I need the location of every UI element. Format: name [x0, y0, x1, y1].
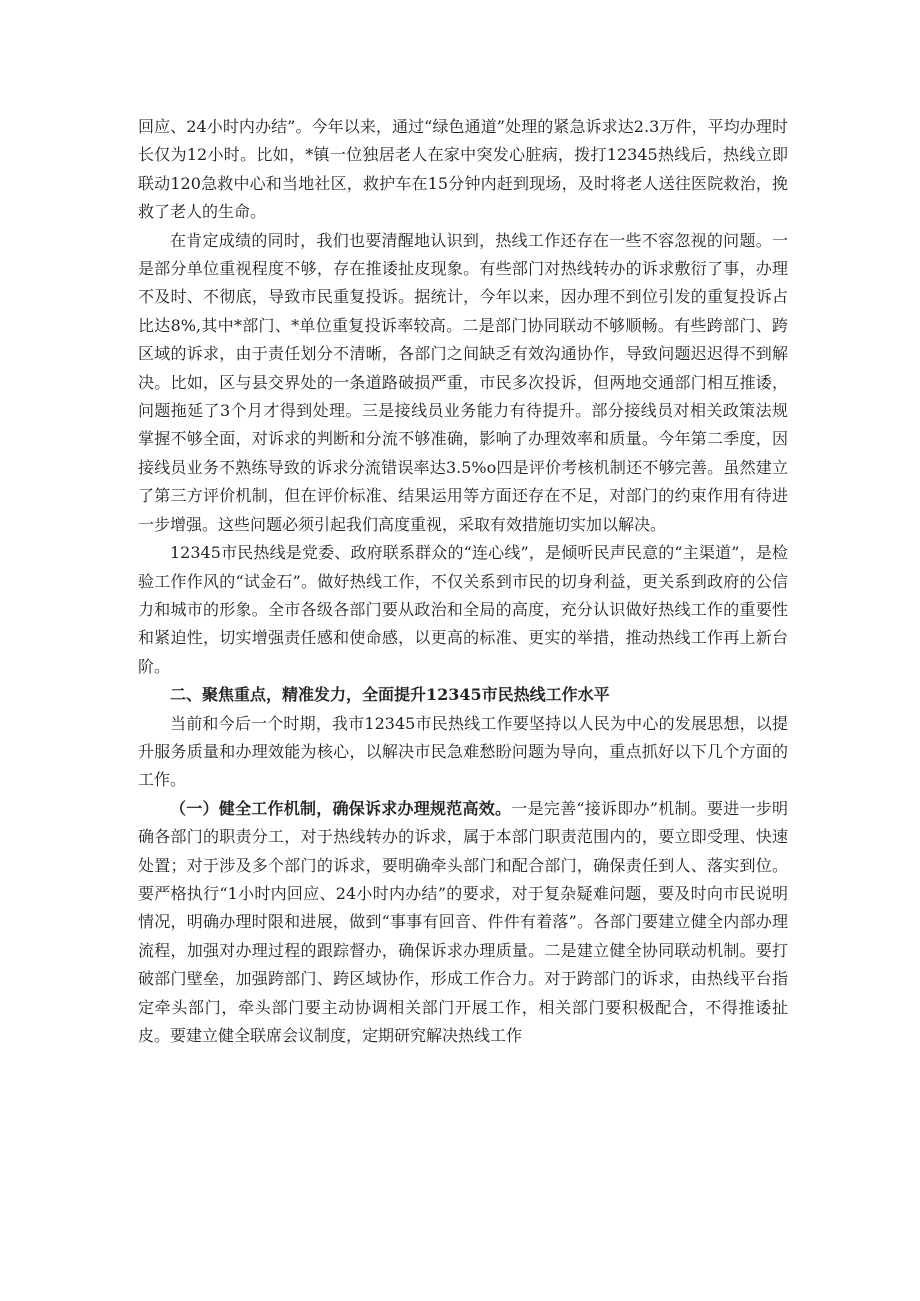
subsection-text: 一是完善“接诉即办”机制。要进一步明确各部门的职责分工，对于热线转办的诉求，属于本部门职责范围内的，要立即受理、快速处置；对于涉及多个部门的诉求，要明确牵头部门和配合部门，确保责任到人、落实到位。要严格执行“1小时内回应、24小时内办结”的要求，对于复杂疑难问题，要及时向市民说明情况，明确办理时限和进展，做到“事事有回音、件件有着落”。各部门要建立健全内部办理流程，加强对办理过程的跟踪督办，确保诉求办理质量。二是建立健全协同联动机制。要打破部门壁垒，加强跨部门、跨区域协作，形成工作合力。对于跨部门的诉求，由热线平台指定牵头部门，牵头部门要主动协调相关部门开展工作，相关部门要积极配合，不得推诿扯皮。要建立健全联席会议制度，定期研究解决热线工作 [138, 798, 788, 1045]
paragraph-overview: 当前和今后一个时期，我市12345市民热线工作要坚持以人民为中心的发展思想，以提升服务质量和办理效能为核心，以解决市民急难愁盼问题为导向，重点抓好以下几个方面的工作。 [138, 713, 788, 790]
paragraph-problems: 在肯定成绩的同时，我们也要清醒地认识到，热线工作还存在一些不容忽视的问题。一是部分单位重视程度不够，存在推诿扯皮现象。有些部门对热线转办的诉求敷衍了事，办理不及时、不彻底，导致市民重复投诉。据统计，今年以来，因办理不到位引发的重复投诉占比达8%,其中*部门、*单位重复投诉率较高。二是部门协同联动不够顺畅。有些跨部门、跨区域的诉求，由于责任划分不清晰，各部门之间缺乏有效沟通协作，导致问题迟迟得不到解决。比如，区与县交界处的一条道路破损严重，市民多次投诉，但两地交通部门相互推诿，问题拖延了3个月才得到处理。三是接线员业务能力有待提升。部分接线员对相关政策法规掌握不够全面，对诉求的判断和分流不够准确，影响了办理效率和质量。今年第二季度，因接线员业务不熟练导致的诉求分流错误率达3.5%o四是评价考核机制还不够完善。虽然建立了第三方评价机制，但在评价标准、结果运用等方面还存在不足，对部门的约束作用有待进一步增强。这些问题必须引起我们高度重视，采取有效措施切实加以解决。 [138, 230, 788, 534]
paragraph-continuation: 回应、24小时内办结”。今年以来，通过“绿色通道”处理的紧急诉求达2.3万件，平均办理时长仅为12小时。比如，*镇一位独居老人在家中突发心脏病，拨打12345热线后，热线立即联动120急救中心和当地社区，救护车在15分钟内赶到现场，及时将老人送往医院救治，挽救了老人的生命。 [138, 117, 788, 222]
paragraph-mechanism [138, 795, 788, 1051]
subsection-title: （一）健全工作机制，确保诉求办理规范高效。 [170, 798, 512, 818]
section-heading: 二、聚焦重点，精准发力，全面提升12345市民热线工作水平 [170, 685, 610, 705]
paragraph-significance: 12345市民热线是党委、政府联系群众的“连心线”，是倾听民声民意的“主渠道”，是检验工作作风的“试金石”。做好热线工作，不仅关系到市民的切身利益，更关系到政府的公信力和城市的形象。全市各级各部门要从政治和全局的高度，充分认识做好热线工作的重要性和紧迫性，切实增强责任感和使命感，以更高的标准、更实的举措，推动热线工作再上新台阶。 [138, 543, 788, 676]
document-body [138, 113, 788, 1050]
